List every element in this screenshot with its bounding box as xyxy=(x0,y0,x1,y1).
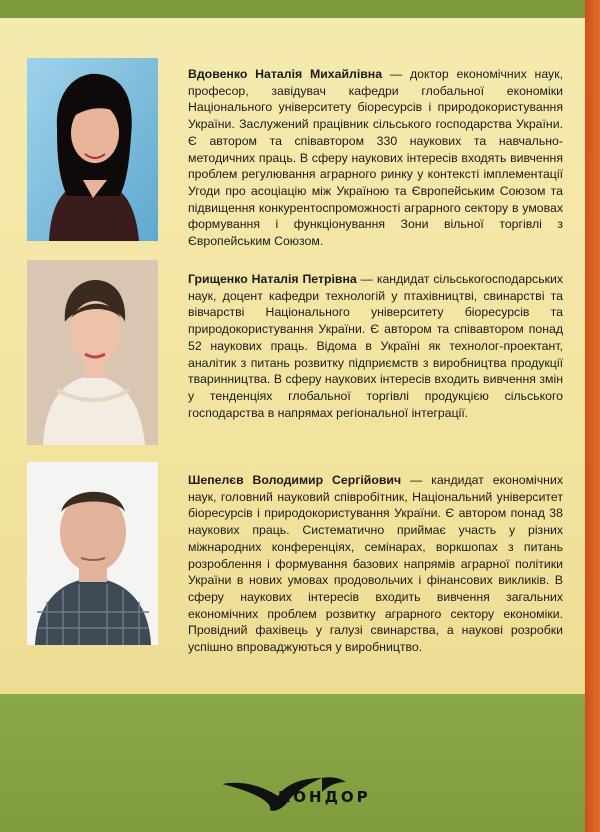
author-bio-hryshchenko xyxy=(188,271,563,421)
author-photo-hryshchenko xyxy=(27,260,158,445)
author-description: — кандидат економічних наук, головний науковий співробітник, Національний університет біоресурсів і природокористування України. Є автором понад 38 наукових праць. Систематично приймає участь у різних міжнародних конференціях, семінарах, воркшопах з питань розроблення і формування базових напрямів аграрної політики України в нових умовах продовольчих і фінансових викликів. В сферу наукових інтересів входить вивчення загальних економічних проблем розвитку аграрного сектору економіки. Провідний фахівець у галузі свинарства, а наукові розробки успішно впроваджуються у виробництво. xyxy=(188,473,563,655)
top-color-band xyxy=(0,0,585,18)
author-bio-shepeliev xyxy=(188,472,563,656)
spine-strip xyxy=(585,0,600,832)
author-name: Вдовенко Наталія Михайлівна xyxy=(188,67,383,81)
author-name: Грищенко Наталія Петрівна xyxy=(188,272,357,286)
author-description: — кандидат сільськогосподарських наук, доцент кафедри технологій у птахівництві, свинарстві та вівчарстві Національного університету біоресурсів та природокористування України. Є автором та співавтором понад 52 наукових праць. Відома в Україні як технолог-проектант, аналітик з питань розвитку підприємств з виробництва продукції тваринництва. В сферу наукових інтересів входить вивчення змін у тенденціях глобальної торгівлі продукцією сільського господарства в напрямах регіональної інтеграції. xyxy=(188,272,564,420)
author-name: Шепелєв Володимир Сергійович xyxy=(188,473,402,487)
author-bio-vdovenko xyxy=(188,66,563,250)
author-photo-shepeliev xyxy=(27,462,158,645)
publisher-logo-text: КОНДОР xyxy=(278,788,371,806)
author-description: — доктор економічних наук, професор, завідувач кафедри глобальної економіки Національного університету біоресурсів і природокористування України. Заслужений працівник сільського господарства України. Є автором та співавтором 330 наукових та навчально-методичних праць. В сферу наукових інтересів входять вивчення проблем регулювання аграрного ринку у контексті імплементації Угоди про асоціацію між Україною та Європейським Союзом та підвищення конкурентоспроможності аграрного сектору в умовах формування і функціонування Зони вільної торгівлі з Європейським Союзом. xyxy=(188,67,563,249)
author-photo-vdovenko xyxy=(27,58,158,241)
